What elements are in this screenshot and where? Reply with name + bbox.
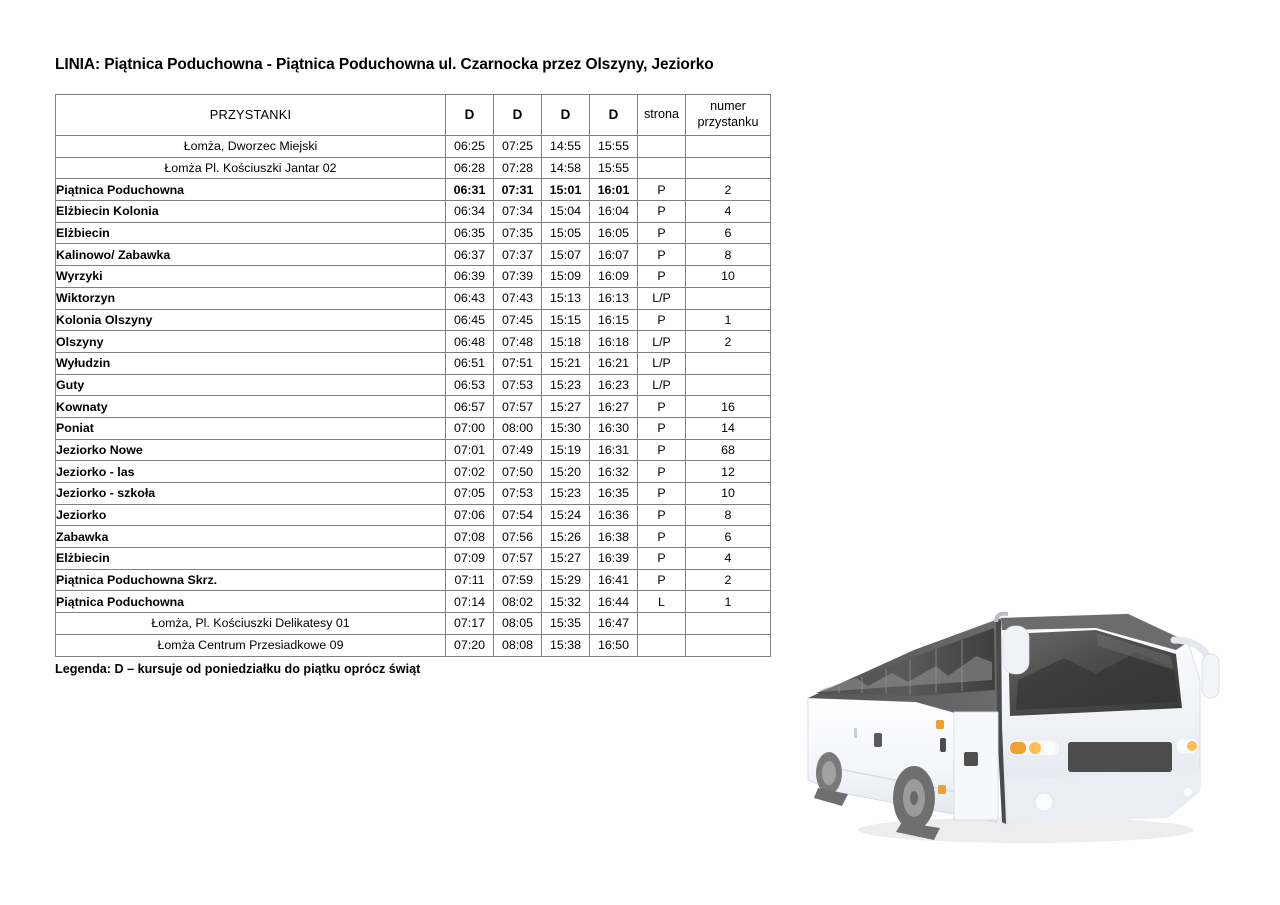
departure-time-cell-3: 15:26 (542, 526, 590, 548)
departure-time-cell-4: 16:41 (590, 569, 638, 591)
departure-time-cell-1: 06:57 (446, 396, 494, 418)
stop-number-cell: 2 (686, 179, 771, 201)
departure-time-cell-1: 07:09 (446, 548, 494, 570)
departure-time-cell-2: 07:43 (494, 287, 542, 309)
stop-side-cell: L/P (638, 331, 686, 353)
stop-name-cell: Łomża Pl. Kościuszki Jantar 02 (56, 157, 446, 179)
stop-name-cell: Piątnica Poduchowna (56, 179, 446, 201)
bus-headlight-left (1008, 740, 1060, 756)
stop-name-cell: Jeziorko - las (56, 461, 446, 483)
departure-time-cell-3: 15:24 (542, 504, 590, 526)
table-row (56, 526, 771, 548)
departure-time-cell-4: 16:05 (590, 222, 638, 244)
table-row (56, 136, 771, 158)
page-title: LINIA: Piątnica Poduchowna - Piątnica Poduchowna ul. Czarnocka przez Olszyny, Jeziorko (55, 56, 714, 73)
departure-time-cell-4: 15:55 (590, 136, 638, 158)
departure-time-cell-1: 06:25 (446, 136, 494, 158)
departure-time-cell-1: 06:45 (446, 309, 494, 331)
departure-time-cell-2: 08:05 (494, 613, 542, 635)
stop-name-cell: Piątnica Poduchowna (56, 591, 446, 613)
departure-time-cell-3: 15:05 (542, 222, 590, 244)
bus-side-panel-seam (854, 728, 857, 738)
departure-time-cell-1: 07:02 (446, 461, 494, 483)
table-row (56, 504, 771, 526)
departure-time-cell-2: 08:08 (494, 634, 542, 656)
departure-time-cell-3: 15:38 (542, 634, 590, 656)
departure-time-cell-4: 16:09 (590, 266, 638, 288)
stop-number-cell: 16 (686, 396, 771, 418)
table-row (56, 591, 771, 613)
departure-time-cell-1: 07:01 (446, 439, 494, 461)
departure-time-cell-2: 07:49 (494, 439, 542, 461)
departure-time-cell-1: 06:34 (446, 201, 494, 223)
table-row (56, 634, 771, 656)
stop-number-cell (686, 374, 771, 396)
stop-name-cell: Poniat (56, 417, 446, 439)
departure-time-cell-1: 07:14 (446, 591, 494, 613)
column-header-stops: PRZYSTANKI (56, 95, 446, 136)
table-row (56, 352, 771, 374)
legend: Legenda: D – kursuje od poniedziałku do piątku oprócz świąt (55, 662, 421, 676)
stop-side-cell: P (638, 266, 686, 288)
departure-time-cell-1: 07:00 (446, 417, 494, 439)
stop-name-cell: Elżbiecin (56, 548, 446, 570)
stop-side-cell: P (638, 309, 686, 331)
stop-side-cell: P (638, 244, 686, 266)
stop-number-cell: 68 (686, 439, 771, 461)
stop-side-cell (638, 613, 686, 635)
stop-number-cell (686, 613, 771, 635)
stop-number-cell: 8 (686, 244, 771, 266)
departure-time-cell-2: 07:34 (494, 201, 542, 223)
bus-fog-light-right (1183, 787, 1193, 797)
stop-side-cell: L/P (638, 287, 686, 309)
table-row (56, 157, 771, 179)
stop-number-cell: 2 (686, 331, 771, 353)
departure-time-cell-1: 07:20 (446, 634, 494, 656)
departure-time-cell-2: 07:25 (494, 136, 542, 158)
bus-headlight-right (1176, 738, 1198, 754)
departure-time-cell-4: 16:15 (590, 309, 638, 331)
departure-time-cell-2: 07:53 (494, 374, 542, 396)
column-header-day-1: D (446, 95, 494, 136)
departure-time-cell-2: 07:31 (494, 179, 542, 201)
stop-side-cell (638, 136, 686, 158)
stop-name-cell: Wyrzyki (56, 266, 446, 288)
departure-time-cell-1: 07:17 (446, 613, 494, 635)
departure-time-cell-3: 15:23 (542, 483, 590, 505)
stop-name-cell: Kownaty (56, 396, 446, 418)
stop-side-cell (638, 157, 686, 179)
departure-time-cell-3: 15:01 (542, 179, 590, 201)
bus-marker-lamp-upper (936, 720, 944, 729)
departure-time-cell-3: 15:30 (542, 417, 590, 439)
departure-time-cell-2: 07:39 (494, 266, 542, 288)
stop-side-cell (638, 634, 686, 656)
departure-time-cell-4: 16:50 (590, 634, 638, 656)
departure-time-cell-3: 14:55 (542, 136, 590, 158)
stop-side-cell: P (638, 417, 686, 439)
header-row (56, 95, 771, 136)
bus-mid-wheel (893, 766, 935, 830)
departure-time-cell-4: 16:39 (590, 548, 638, 570)
departure-time-cell-3: 15:18 (542, 331, 590, 353)
stop-side-cell: P (638, 396, 686, 418)
stop-side-cell: P (638, 483, 686, 505)
departure-time-cell-3: 15:29 (542, 569, 590, 591)
stop-number-cell (686, 352, 771, 374)
stop-number-cell: 10 (686, 483, 771, 505)
departure-time-cell-2: 07:53 (494, 483, 542, 505)
stop-number-cell (686, 136, 771, 158)
departure-time-cell-4: 16:35 (590, 483, 638, 505)
bus-front-grille (1068, 742, 1172, 772)
departure-time-cell-2: 07:54 (494, 504, 542, 526)
departure-time-cell-1: 06:48 (446, 331, 494, 353)
stop-side-cell: P (638, 179, 686, 201)
stop-number-cell (686, 634, 771, 656)
departure-time-cell-1: 06:43 (446, 287, 494, 309)
table-row (56, 201, 771, 223)
column-header-day-3: D (542, 95, 590, 136)
departure-time-cell-2: 07:48 (494, 331, 542, 353)
table-row (56, 374, 771, 396)
stop-number-cell: 4 (686, 201, 771, 223)
stop-number-cell: 8 (686, 504, 771, 526)
stop-side-cell: P (638, 548, 686, 570)
departure-time-cell-3: 15:21 (542, 352, 590, 374)
table-row (56, 396, 771, 418)
stop-number-cell: 4 (686, 548, 771, 570)
timetable (55, 94, 771, 657)
departure-time-cell-3: 15:09 (542, 266, 590, 288)
departure-time-cell-2: 07:51 (494, 352, 542, 374)
stop-name-cell: Wiktorzyn (56, 287, 446, 309)
departure-time-cell-2: 07:45 (494, 309, 542, 331)
stop-name-cell: Łomża Centrum Przesiadkowe 09 (56, 634, 446, 656)
departure-time-cell-1: 07:05 (446, 483, 494, 505)
table-row (56, 287, 771, 309)
stop-side-cell: L/P (638, 374, 686, 396)
departure-time-cell-3: 15:23 (542, 374, 590, 396)
stop-number-cell: 1 (686, 591, 771, 613)
stop-number-cell: 6 (686, 222, 771, 244)
stop-side-cell: P (638, 461, 686, 483)
column-header-stop-number (686, 95, 771, 136)
departure-time-cell-2: 07:28 (494, 157, 542, 179)
coach-bus-illustration (796, 530, 1246, 870)
bus-side-door (954, 712, 998, 820)
column-header-side: strona (638, 95, 686, 136)
timetable-container (55, 94, 771, 657)
stop-side-cell: P (638, 504, 686, 526)
stop-name-cell: Kalinowo/ Zabawka (56, 244, 446, 266)
departure-time-cell-3: 15:04 (542, 201, 590, 223)
departure-time-cell-1: 06:35 (446, 222, 494, 244)
bus-side-handle (940, 738, 946, 752)
departure-time-cell-4: 16:18 (590, 331, 638, 353)
stop-name-cell: Elżbiecin Kolonia (56, 201, 446, 223)
stop-name-cell: Olszyny (56, 331, 446, 353)
departure-time-cell-4: 15:55 (590, 157, 638, 179)
stop-name-cell: Łomża, Pl. Kościuszki Delikatesy 01 (56, 613, 446, 635)
departure-time-cell-4: 16:01 (590, 179, 638, 201)
departure-time-cell-2: 08:02 (494, 591, 542, 613)
departure-time-cell-3: 15:27 (542, 548, 590, 570)
departure-time-cell-1: 06:31 (446, 179, 494, 201)
departure-time-cell-1: 06:53 (446, 374, 494, 396)
departure-time-cell-4: 16:31 (590, 439, 638, 461)
stop-name-cell: Jeziorko - szkoła (56, 483, 446, 505)
departure-time-cell-4: 16:04 (590, 201, 638, 223)
stop-name-cell: Guty (56, 374, 446, 396)
stop-name-cell: Jeziorko Nowe (56, 439, 446, 461)
departure-time-cell-2: 07:56 (494, 526, 542, 548)
stop-side-cell: L/P (638, 352, 686, 374)
departure-time-cell-1: 07:08 (446, 526, 494, 548)
stop-name-cell: Elżbiecin (56, 222, 446, 244)
departure-time-cell-3: 15:13 (542, 287, 590, 309)
departure-time-cell-2: 07:57 (494, 548, 542, 570)
departure-time-cell-2: 07:35 (494, 222, 542, 244)
departure-time-cell-3: 15:07 (542, 244, 590, 266)
stop-side-cell: P (638, 201, 686, 223)
departure-time-cell-2: 07:59 (494, 569, 542, 591)
departure-time-cell-4: 16:32 (590, 461, 638, 483)
stop-number-cell: 14 (686, 417, 771, 439)
table-row (56, 417, 771, 439)
table-row (56, 548, 771, 570)
departure-time-cell-2: 08:00 (494, 417, 542, 439)
stop-name-cell: Zabawka (56, 526, 446, 548)
departure-time-cell-1: 06:37 (446, 244, 494, 266)
stop-name-cell: Piątnica Poduchowna Skrz. (56, 569, 446, 591)
stop-side-cell: L (638, 591, 686, 613)
stop-number-cell: 6 (686, 526, 771, 548)
departure-time-cell-3: 15:27 (542, 396, 590, 418)
table-row (56, 461, 771, 483)
departure-time-cell-4: 16:38 (590, 526, 638, 548)
departure-time-cell-4: 16:07 (590, 244, 638, 266)
departure-time-cell-4: 16:36 (590, 504, 638, 526)
column-header-day-4: D (590, 95, 638, 136)
departure-time-cell-4: 16:30 (590, 417, 638, 439)
departure-time-cell-3: 15:20 (542, 461, 590, 483)
stop-number-cell: 1 (686, 309, 771, 331)
timetable-body (56, 136, 771, 657)
departure-time-cell-1: 06:39 (446, 266, 494, 288)
departure-time-cell-4: 16:13 (590, 287, 638, 309)
timetable-header (56, 95, 771, 136)
departure-time-cell-4: 16:47 (590, 613, 638, 635)
stop-number-cell: 10 (686, 266, 771, 288)
stop-number-cell: 2 (686, 569, 771, 591)
table-row (56, 331, 771, 353)
departure-time-cell-1: 07:11 (446, 569, 494, 591)
table-row (56, 266, 771, 288)
stop-side-cell: P (638, 526, 686, 548)
bus-fog-light-left (1035, 793, 1053, 811)
table-row (56, 179, 771, 201)
table-row (56, 613, 771, 635)
departure-time-cell-2: 07:37 (494, 244, 542, 266)
departure-time-cell-3: 15:32 (542, 591, 590, 613)
departure-time-cell-1: 07:06 (446, 504, 494, 526)
stop-side-cell: P (638, 222, 686, 244)
table-row (56, 309, 771, 331)
table-row (56, 569, 771, 591)
bus-rear-wheel (816, 752, 842, 794)
stop-name-cell: Łomża, Dworzec Miejski (56, 136, 446, 158)
departure-time-cell-1: 06:28 (446, 157, 494, 179)
bus-marker-lamp-lower (938, 785, 946, 794)
table-row (56, 439, 771, 461)
stop-number-cell: 12 (686, 461, 771, 483)
departure-time-cell-4: 16:44 (590, 591, 638, 613)
stop-side-cell: P (638, 439, 686, 461)
stop-name-cell: Jeziorko (56, 504, 446, 526)
stop-number-line-1: numer (710, 99, 746, 114)
departure-time-cell-3: 14:58 (542, 157, 590, 179)
table-row (56, 483, 771, 505)
departure-time-cell-3: 15:35 (542, 613, 590, 635)
table-row (56, 222, 771, 244)
stop-name-cell: Kolonia Olszyny (56, 309, 446, 331)
stop-number-cell (686, 287, 771, 309)
stop-name-cell: Wyłudzin (56, 352, 446, 374)
departure-time-cell-2: 07:50 (494, 461, 542, 483)
departure-time-cell-3: 15:15 (542, 309, 590, 331)
stop-number-line-2: przystanku (697, 115, 759, 129)
column-header-day-2: D (494, 95, 542, 136)
departure-time-cell-4: 16:21 (590, 352, 638, 374)
departure-time-cell-1: 06:51 (446, 352, 494, 374)
stop-number-cell (686, 157, 771, 179)
departure-time-cell-4: 16:27 (590, 396, 638, 418)
departure-time-cell-3: 15:19 (542, 439, 590, 461)
table-row (56, 244, 771, 266)
stop-side-cell: P (638, 569, 686, 591)
departure-time-cell-2: 07:57 (494, 396, 542, 418)
departure-time-cell-4: 16:23 (590, 374, 638, 396)
bus-side-vent (874, 733, 882, 747)
